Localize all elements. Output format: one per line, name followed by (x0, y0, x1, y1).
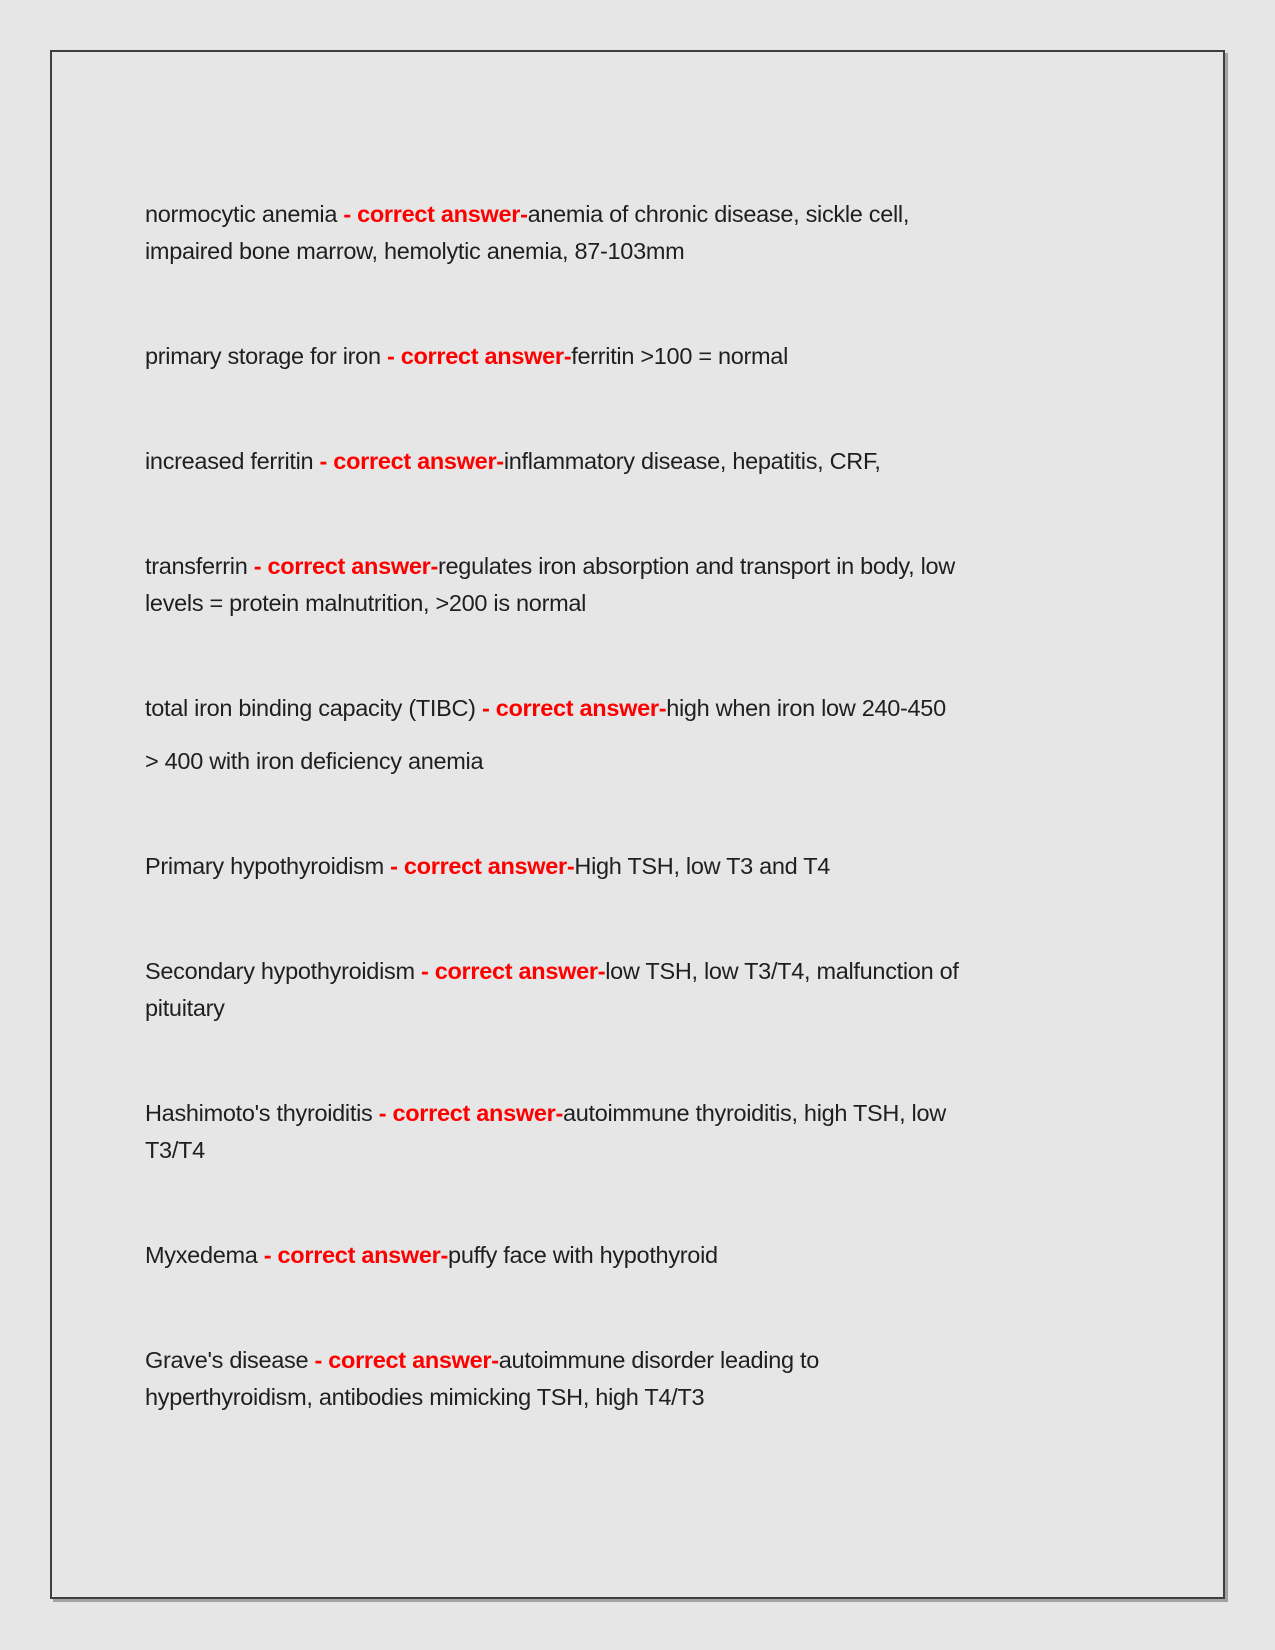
document-page (50, 50, 1225, 1599)
correct-answer-marker: - correct answer- (420, 958, 606, 984)
qa-paragraph (145, 196, 982, 270)
answer-text: regulates iron absorption and transport in body, low levels = protein malnutrition, >200 is normal (145, 553, 955, 616)
term-text: transferrin (145, 553, 254, 579)
correct-answer-marker: - correct answer- (263, 1242, 449, 1268)
correct-answer-marker: - correct answer- (481, 695, 667, 721)
answer-text: autoimmune thyroiditis, high TSH, low T3/T4 (145, 1100, 946, 1163)
qa-paragraph (145, 690, 982, 727)
answer-text: High TSH, low T3 and T4 (574, 853, 831, 879)
correct-answer-marker: - correct answer- (314, 1347, 499, 1373)
qa-paragraph (145, 1237, 982, 1274)
qa-entry (145, 953, 982, 1027)
qa-paragraph (145, 338, 982, 375)
correct-answer-marker: - correct answer- (319, 448, 504, 474)
qa-entry (145, 690, 982, 780)
qa-paragraph (145, 848, 982, 885)
qa-list (52, 52, 1112, 1416)
correct-answer-marker: - correct answer- (253, 553, 438, 579)
qa-entry (145, 848, 982, 885)
qa-entry (145, 548, 982, 622)
term-text: primary storage for iron (145, 343, 387, 369)
term-text: Myxedema (145, 1242, 264, 1268)
qa-entry (145, 338, 982, 375)
correct-answer-marker: - correct answer- (378, 1100, 563, 1126)
answer-text: high when iron low 240-450 (666, 695, 946, 721)
qa-entry (145, 1095, 982, 1169)
qa-entry (145, 1342, 982, 1416)
answer-text: anemia of chronic disease, sickle cell, impaired bone marrow, hemolytic anemia, 87-103mm (145, 201, 910, 264)
answer-text: puffy face with hypothyroid (448, 1242, 718, 1268)
term-text: Secondary hypothyroidism (145, 958, 421, 984)
qa-paragraph (145, 443, 982, 480)
correct-answer-marker: - correct answer- (343, 201, 528, 227)
correct-answer-marker: - correct answer- (390, 853, 575, 879)
term-text: total iron binding capacity (TIBC) (145, 695, 482, 721)
correct-answer-marker: - correct answer- (386, 343, 572, 369)
answer-text: low TSH, low T3/T4, malfunction of pituitary (145, 958, 959, 1021)
term-text: normocytic anemia (145, 201, 344, 227)
qa-entry (145, 1237, 982, 1274)
qa-paragraph (145, 548, 982, 622)
qa-extra-line: > 400 with iron deficiency anemia (145, 748, 484, 774)
qa-paragraph (145, 1342, 982, 1416)
term-text: increased ferritin (145, 448, 320, 474)
answer-text: inflammatory disease, hepatitis, CRF, (503, 448, 881, 474)
term-text: Primary hypothyroidism (145, 853, 391, 879)
qa-paragraph (145, 953, 982, 1027)
answer-text: ferritin >100 = normal (571, 343, 788, 369)
qa-entry (145, 443, 982, 480)
term-text: Hashimoto's thyroiditis (145, 1100, 379, 1126)
term-text: Grave's disease (145, 1347, 315, 1373)
answer-text: autoimmune disorder leading to hyperthyroidism, antibodies mimicking TSH, high T4/T3 (145, 1347, 819, 1410)
qa-paragraph (145, 1095, 982, 1169)
qa-entry (145, 196, 982, 270)
